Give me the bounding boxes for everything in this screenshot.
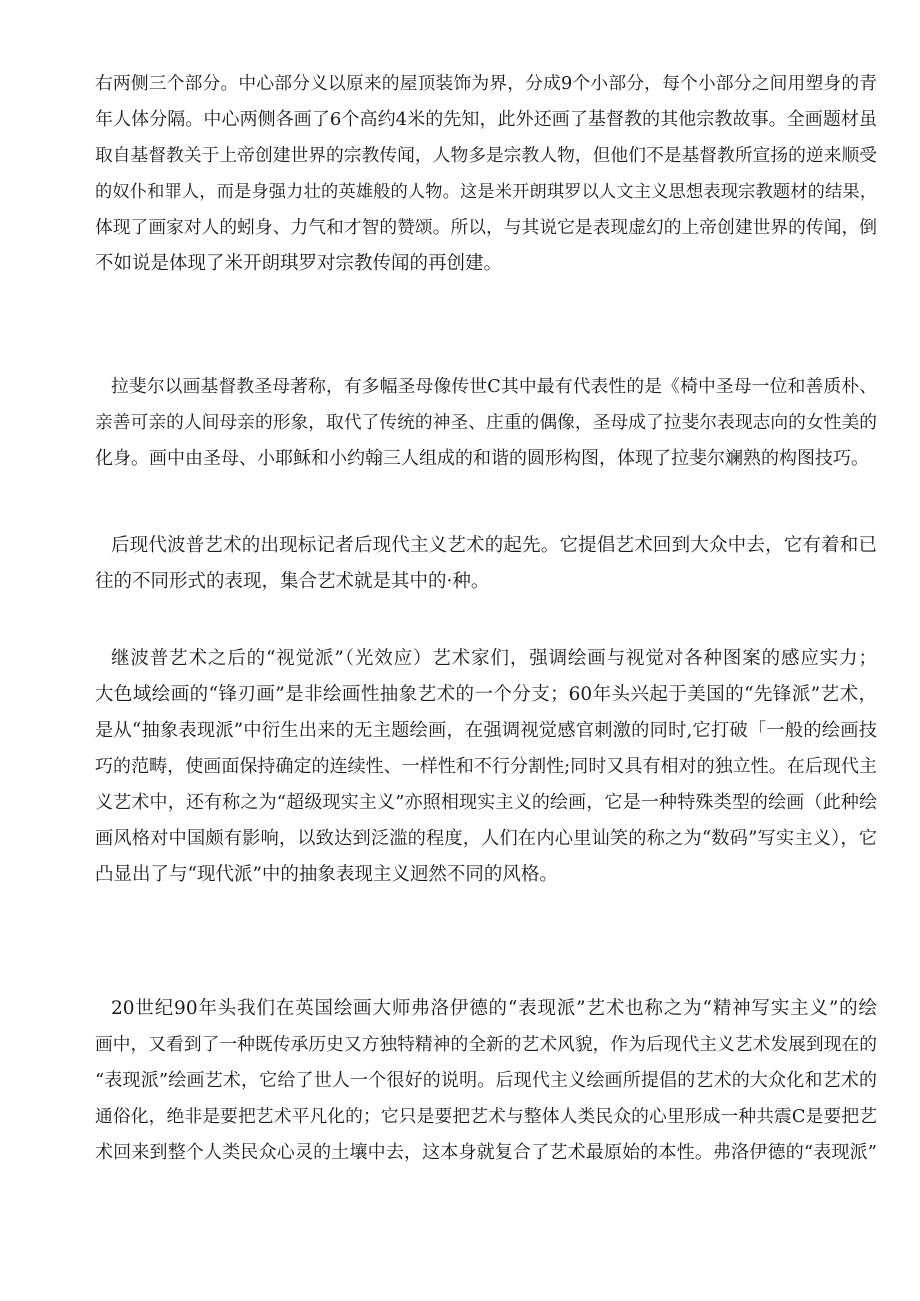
paragraph-4-line-5: 义艺术中，还有称之为“超级现实主义”亦照相现实主义的绘画，它是一种特殊类型的绘画（此种绘 <box>95 792 877 813</box>
paragraph-1-line-6: 不如说是体现了米开朗琪罗对宗教传闻的再创建。 <box>95 253 503 274</box>
paragraph-2-line-3: 化身。画中由圣母、小耶稣和小约翰三人组成的和谐的圆形构图，体现了拉斐尔斓熟的构图技巧。 <box>95 448 869 469</box>
paragraph-4 <box>95 641 877 893</box>
paragraph-1-line-5: 体现了画家对人的蚓身、力气和才智的赞颂。所以，与其说它是表现虚幻的上帝创建世界的传闻，倒 <box>95 218 877 238</box>
paragraph-4-line-3: 是从“抽象表现派”中衍生出来的无主题绘画，在强调视觉感官刺激的同时,它打破「一般的绘画技 <box>95 720 877 741</box>
paragraph-1-line-2: 年人体分隔。中心两侧各画了6个高约4米的先知，此外还画了基督教的其他宗教故事。全画题材虽 <box>95 109 877 130</box>
paragraph-4-line-1: 继波普艺术之后的“视觉派”（光效应）艺术家们，强调绘画与视觉对各种图案的感应实力； <box>111 648 877 669</box>
paragraph-3-line-2: 往的不同形式的表现，集合艺术就是其中的·种。 <box>95 571 490 592</box>
paragraph-2-line-2: 亲善可亲的人间母亲的形象，取代了传统的神圣、庄重的偶像，圣母成了拉斐尔表现志向的女性美的 <box>95 413 877 433</box>
paragraph-1-line-3: 取自基督教关于上帝创建世界的宗教传闻，人物多是宗教人物，但他们不是基督教所宣扬的逆来顺受 <box>95 146 877 166</box>
paragraph-1-line-1: 右两侧三个部分。中心部分义以原来的屋顶装饰为界，分成9个小部分，每个小部分之间用塑身的青 <box>95 74 877 94</box>
paragraph-4-line-7: 凸显出了与“现代派”中的抽象表现主义迥然不同的风格。 <box>95 864 558 885</box>
paragraph-5-line-4: 通俗化，绝非是要把艺术平凡化的；它只是要把艺术与整体人类民众的心里形成一种共震C是要把艺 <box>95 1107 877 1127</box>
paragraph-1-line-4: 的奴仆和罪人，而是身强力壮的英雄般的人物。这是米开朗琪罗以人文主义思想表现宗教题材的结果， <box>95 182 877 202</box>
paragraph-5-line-1: 20世纪90年头我们在英国绘画大师弗洛伊德的“表现派”艺术也称之为“精神写实主义”的绘 <box>111 998 877 1019</box>
paragraph-5-line-2: 画中，又看到了一种既传承历史又方独特精神的全新的艺术风貌，作为后现代主义艺术发展到现在的 <box>95 1035 877 1055</box>
paragraph-3-line-1: 后现代波普艺术的出现标记者后现代主义艺术的起先。它提倡艺术回到大众中去，它有着和已 <box>111 535 877 556</box>
paragraph-5 <box>95 991 877 1171</box>
paragraph-2-line-1: 拉斐尔以画基督教圣母著称，有多幅圣母像传世C其中最有代表性的是《椅中圣母一位和善质朴、 <box>111 377 877 397</box>
paragraph-5-line-3: “表现派”绘画艺术，它给了世人一个很好的说明。后现代主义绘画所提倡的艺术的大众化和艺术的 <box>95 1070 877 1091</box>
paragraph-5-line-5: 术回来到整个人类民众心灵的土壤中去，这本身就复合了艺术最原始的本性。弗洛伊德的“表现派” <box>95 1142 877 1163</box>
paragraph-4-line-6: 画风格对中国颇有影响，以致达到泛滥的程度，人们在内心里讪笑的称之为“数码”写实主义），它 <box>95 828 877 849</box>
paragraph-4-line-4: 巧的范畴，使画面保持确定的连续性、一样性和不行分割性;同时又具有相对的独立性。在后现代主 <box>95 756 877 777</box>
paragraph-2 <box>95 369 877 477</box>
paragraph-4-line-2: 大色域绘画的“锋刃画”是非绘画性抽象艺术的一个分支；60年头兴起于美国的“先锋派”艺术， <box>95 684 877 705</box>
paragraph-1 <box>95 66 877 282</box>
paragraph-3 <box>95 528 877 600</box>
